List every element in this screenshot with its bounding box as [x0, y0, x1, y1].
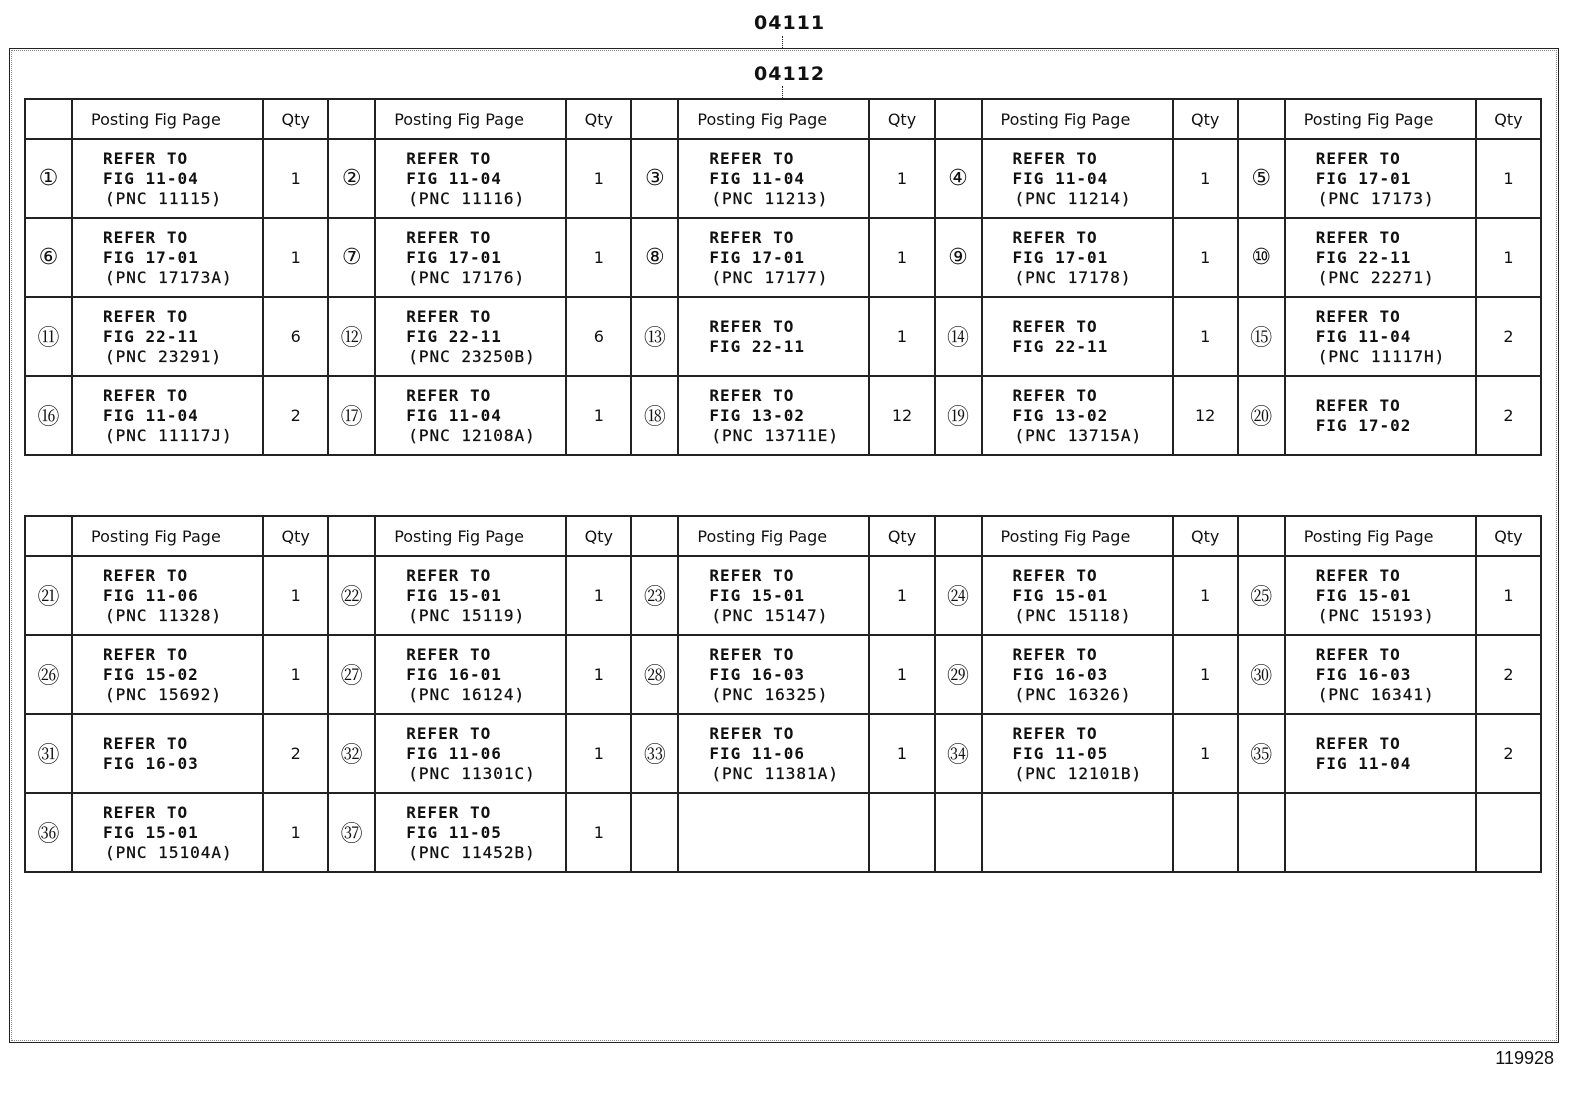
qty-value: 2: [1476, 635, 1541, 714]
pnc-text: (PNC 23291): [105, 346, 222, 366]
reference-cell: [678, 793, 869, 872]
table-row: [25, 714, 1541, 793]
refer-to-text: REFER TO: [1315, 565, 1401, 585]
pnc-text: (PNC 11452B): [408, 842, 536, 862]
fig-page-text: FIG 17-01: [1012, 247, 1109, 267]
refer-to-text: REFER TO: [1315, 306, 1401, 326]
reference-cell: [72, 714, 263, 793]
refer-to-text: REFER TO: [406, 306, 492, 326]
reference-cell: [375, 376, 566, 455]
header-blank-cell: [935, 516, 982, 556]
assembly-code-inner: 04112: [754, 63, 826, 85]
reference-cell: [982, 218, 1173, 297]
fig-page-text: FIG 17-02: [1315, 415, 1412, 435]
header-blank-cell: [328, 516, 375, 556]
fig-page-text: FIG 11-04: [103, 168, 199, 188]
callout-number: ⑪: [25, 297, 72, 376]
callout-number: ㉗: [328, 635, 375, 714]
callout-number: ⑥: [25, 218, 72, 297]
qty-value: 1: [869, 297, 934, 376]
qty-value: 1: [1476, 556, 1541, 635]
callout-number: ㉔: [935, 556, 982, 635]
header-posting-fig-page: Posting Fig Page: [678, 516, 869, 556]
reference-table-upper: [24, 98, 1542, 456]
pnc-text: (PNC 15119): [408, 605, 526, 625]
pnc-text: (PNC 13711E): [711, 425, 839, 445]
refer-to-text: REFER TO: [406, 644, 492, 664]
qty-value: 1: [869, 139, 934, 218]
reference-cell: [1285, 714, 1476, 793]
qty-value: [1173, 793, 1238, 872]
callout-number: ㉞: [935, 714, 982, 793]
qty-value: [869, 793, 934, 872]
callout-number: ⑱: [631, 376, 678, 455]
reference-cell: [375, 297, 566, 376]
refer-to-text: REFER TO: [103, 644, 189, 664]
fig-page-text: FIG 17-01: [1315, 168, 1412, 188]
callout-number: ㉚: [1238, 635, 1285, 714]
fig-page-text: FIG 22-11: [1012, 336, 1109, 356]
refer-to-text: REFER TO: [406, 385, 492, 405]
reference-cell: [1285, 793, 1476, 872]
fig-page-text: FIG 11-04: [709, 168, 806, 188]
callout-number: ④: [935, 139, 982, 218]
reference-cell: [72, 297, 263, 376]
header-posting-fig-page: Posting Fig Page: [72, 99, 263, 139]
reference-cell: [982, 556, 1173, 635]
refer-to-text: REFER TO: [709, 565, 795, 585]
reference-cell: [678, 635, 869, 714]
qty-value: 12: [869, 376, 934, 455]
header-blank-cell: [25, 99, 72, 139]
refer-to-text: REFER TO: [709, 385, 795, 405]
fig-page-text: FIG 15-01: [1315, 585, 1412, 605]
qty-value: 1: [1173, 556, 1238, 635]
refer-to-text: REFER TO: [103, 227, 189, 247]
fig-page-text: FIG 11-05: [406, 822, 502, 842]
qty-value: 1: [1476, 218, 1541, 297]
qty-value: 1: [1173, 218, 1238, 297]
header-blank-cell: [1238, 516, 1285, 556]
fig-page-text: FIG 11-06: [406, 743, 502, 763]
header-posting-fig-page: Posting Fig Page: [1285, 99, 1476, 139]
fig-page-text: FIG 11-04: [1012, 168, 1109, 188]
fig-page-text: FIG 17-01: [406, 247, 502, 267]
pnc-text: (PNC 11301C): [408, 763, 536, 783]
header-blank-cell: [631, 516, 678, 556]
header-posting-fig-page: Posting Fig Page: [375, 516, 566, 556]
refer-to-text: REFER TO: [1012, 723, 1098, 743]
reference-cell: [375, 139, 566, 218]
header-qty: Qty: [1173, 516, 1238, 556]
pnc-text: (PNC 11117J): [105, 425, 233, 445]
pnc-text: (PNC 17173A): [105, 267, 233, 287]
refer-to-text: REFER TO: [1315, 227, 1401, 247]
refer-to-text: REFER TO: [103, 802, 189, 822]
reference-cell: [982, 793, 1173, 872]
qty-value: 2: [1476, 297, 1541, 376]
qty-value: 1: [263, 139, 328, 218]
qty-value: 6: [566, 297, 631, 376]
fig-page-text: FIG 22-11: [406, 326, 502, 346]
qty-value: 1: [263, 556, 328, 635]
pnc-text: (PNC 16325): [711, 684, 829, 704]
reference-cell: [982, 297, 1173, 376]
refer-to-text: REFER TO: [1012, 644, 1098, 664]
pnc-text: (PNC 12101B): [1014, 763, 1143, 783]
refer-to-text: REFER TO: [1315, 148, 1401, 168]
refer-to-text: REFER TO: [1012, 227, 1098, 247]
callout-number: ⑲: [935, 376, 982, 455]
fig-page-text: FIG 11-04: [1315, 326, 1412, 346]
assembly-code-outer: 04111: [754, 12, 826, 34]
callout-number: ①: [25, 139, 72, 218]
qty-value: 1: [263, 635, 328, 714]
header-blank-cell: [25, 516, 72, 556]
qty-value: 2: [1476, 714, 1541, 793]
header-blank-cell: [328, 99, 375, 139]
qty-value: 12: [1173, 376, 1238, 455]
fig-page-text: FIG 11-04: [1315, 753, 1412, 773]
pnc-text: (PNC 15118): [1014, 605, 1132, 625]
reference-cell: [72, 635, 263, 714]
table-row: [25, 793, 1541, 872]
refer-to-text: REFER TO: [709, 644, 795, 664]
fig-page-text: FIG 11-05: [1012, 743, 1109, 763]
fig-page-text: FIG 22-11: [103, 326, 199, 346]
callout-number: ㉛: [25, 714, 72, 793]
header-blank-cell: [935, 99, 982, 139]
fig-page-text: FIG 16-03: [1012, 664, 1109, 684]
reference-cell: [1285, 139, 1476, 218]
callout-number: ㉖: [25, 635, 72, 714]
reference-cell: [678, 714, 869, 793]
reference-cell: [982, 376, 1173, 455]
header-posting-fig-page: Posting Fig Page: [1285, 516, 1476, 556]
refer-to-text: REFER TO: [709, 316, 795, 336]
leader-line-outer: [782, 36, 783, 48]
refer-to-text: REFER TO: [709, 227, 795, 247]
header-qty: Qty: [1476, 99, 1541, 139]
qty-value: 1: [1476, 139, 1541, 218]
pnc-text: (PNC 16124): [408, 684, 526, 704]
refer-to-text: REFER TO: [709, 723, 795, 743]
table-row: [25, 635, 1541, 714]
reference-cell: [72, 556, 263, 635]
refer-to-text: REFER TO: [406, 148, 492, 168]
fig-page-text: FIG 16-03: [709, 664, 806, 684]
reference-cell: [72, 793, 263, 872]
fig-page-text: FIG 15-01: [406, 585, 502, 605]
reference-cell: [72, 139, 263, 218]
pnc-text: (PNC 23250B): [408, 346, 536, 366]
qty-value: 1: [566, 556, 631, 635]
callout-number: ③: [631, 139, 678, 218]
header-posting-fig-page: Posting Fig Page: [375, 99, 566, 139]
refer-to-text: REFER TO: [103, 306, 189, 326]
callout-number: ⑯: [25, 376, 72, 455]
pnc-text: (PNC 11116): [408, 188, 526, 208]
callout-number: ㉟: [1238, 714, 1285, 793]
table-row: [25, 376, 1541, 455]
fig-page-text: FIG 16-03: [103, 753, 199, 773]
refer-to-text: REFER TO: [406, 723, 492, 743]
header-row: [25, 516, 1541, 556]
fig-page-text: FIG 17-01: [103, 247, 199, 267]
reference-cell: [72, 218, 263, 297]
callout-number: ⑦: [328, 218, 375, 297]
header-posting-fig-page: Posting Fig Page: [982, 516, 1173, 556]
qty-value: 2: [263, 714, 328, 793]
reference-cell: [1285, 297, 1476, 376]
qty-value: 1: [869, 218, 934, 297]
reference-cell: [678, 218, 869, 297]
pnc-text: (PNC 11115): [105, 188, 222, 208]
fig-page-text: FIG 15-01: [103, 822, 199, 842]
fig-page-text: FIG 11-04: [406, 168, 502, 188]
reference-cell: [375, 714, 566, 793]
header-qty: Qty: [869, 516, 934, 556]
fig-page-text: FIG 22-11: [1315, 247, 1412, 267]
header-qty: Qty: [263, 99, 328, 139]
fig-page-text: FIG 11-04: [406, 405, 502, 425]
table-row: [25, 218, 1541, 297]
table-row: [25, 297, 1541, 376]
refer-to-text: REFER TO: [103, 385, 189, 405]
callout-number: ⑤: [1238, 139, 1285, 218]
callout-number: ⑰: [328, 376, 375, 455]
callout-number: ㉙: [935, 635, 982, 714]
fig-page-text: FIG 15-01: [709, 585, 806, 605]
callout-number: ⑮: [1238, 297, 1285, 376]
pnc-text: (PNC 15692): [105, 684, 222, 704]
pnc-text: (PNC 15193): [1317, 605, 1435, 625]
header-qty: Qty: [869, 99, 934, 139]
reference-cell: [375, 218, 566, 297]
header-blank-cell: [1238, 99, 1285, 139]
callout-number: ⑳: [1238, 376, 1285, 455]
callout-number: ㉒: [328, 556, 375, 635]
header-posting-fig-page: Posting Fig Page: [72, 516, 263, 556]
callout-number: [1238, 793, 1285, 872]
callout-number: [631, 793, 678, 872]
qty-value: 2: [1476, 376, 1541, 455]
callout-number: ㉘: [631, 635, 678, 714]
refer-to-text: REFER TO: [406, 802, 492, 822]
qty-value: [1476, 793, 1541, 872]
pnc-text: (PNC 17177): [711, 267, 829, 287]
callout-number: ⑬: [631, 297, 678, 376]
pnc-text: (PNC 11328): [105, 605, 222, 625]
callout-number: ㉓: [631, 556, 678, 635]
refer-to-text: REFER TO: [103, 148, 189, 168]
refer-to-text: REFER TO: [1012, 565, 1098, 585]
qty-value: 1: [869, 556, 934, 635]
qty-value: 1: [1173, 714, 1238, 793]
qty-value: 1: [566, 714, 631, 793]
fig-page-text: FIG 22-11: [709, 336, 806, 356]
pnc-text: (PNC 17173): [1317, 188, 1435, 208]
reference-cell: [982, 635, 1173, 714]
reference-cell: [982, 139, 1173, 218]
pnc-text: (PNC 12108A): [408, 425, 536, 445]
reference-cell: [678, 556, 869, 635]
reference-cell: [678, 297, 869, 376]
leader-line-inner: [782, 86, 783, 98]
pnc-text: (PNC 11381A): [711, 763, 839, 783]
qty-value: 1: [869, 635, 934, 714]
header-qty: Qty: [263, 516, 328, 556]
qty-value: 1: [566, 793, 631, 872]
fig-page-text: FIG 11-04: [103, 405, 199, 425]
qty-value: 1: [1173, 139, 1238, 218]
fig-page-text: FIG 11-06: [103, 585, 199, 605]
fig-page-text: FIG 13-02: [1012, 405, 1109, 425]
fig-page-text: FIG 16-01: [406, 664, 502, 684]
pnc-text: (PNC 11214): [1014, 188, 1132, 208]
reference-cell: [678, 376, 869, 455]
header-row: [25, 99, 1541, 139]
qty-value: 1: [566, 218, 631, 297]
callout-number: ⑧: [631, 218, 678, 297]
qty-value: 1: [566, 376, 631, 455]
callout-number: ㉑: [25, 556, 72, 635]
table-row: [25, 139, 1541, 218]
header-blank-cell: [631, 99, 678, 139]
pnc-text: (PNC 15104A): [105, 842, 233, 862]
reference-cell: [1285, 635, 1476, 714]
callout-number: ㉕: [1238, 556, 1285, 635]
header-qty: Qty: [566, 516, 631, 556]
header-qty: Qty: [1476, 516, 1541, 556]
refer-to-text: REFER TO: [406, 227, 492, 247]
refer-to-text: REFER TO: [1012, 316, 1098, 336]
callout-number: ㊱: [25, 793, 72, 872]
fig-page-text: FIG 15-02: [103, 664, 199, 684]
pnc-text: (PNC 11213): [711, 188, 829, 208]
callout-number: ⑨: [935, 218, 982, 297]
refer-to-text: REFER TO: [1315, 733, 1401, 753]
reference-cell: [72, 376, 263, 455]
refer-to-text: REFER TO: [406, 565, 492, 585]
pnc-text: (PNC 15147): [711, 605, 829, 625]
callout-number: ㉜: [328, 714, 375, 793]
reference-cell: [375, 793, 566, 872]
header-qty: Qty: [1173, 99, 1238, 139]
reference-cell: [375, 635, 566, 714]
header-posting-fig-page: Posting Fig Page: [982, 99, 1173, 139]
reference-cell: [1285, 376, 1476, 455]
table-row: [25, 556, 1541, 635]
pnc-text: (PNC 13715A): [1014, 425, 1143, 445]
refer-to-text: REFER TO: [709, 148, 795, 168]
qty-value: 1: [566, 139, 631, 218]
refer-to-text: REFER TO: [103, 733, 189, 753]
refer-to-text: REFER TO: [1012, 385, 1098, 405]
callout-number: ②: [328, 139, 375, 218]
refer-to-text: REFER TO: [1315, 395, 1401, 415]
qty-value: 1: [263, 793, 328, 872]
refer-to-text: REFER TO: [103, 565, 189, 585]
fig-page-text: FIG 16-03: [1315, 664, 1412, 684]
callout-number: [935, 793, 982, 872]
fig-page-text: FIG 15-01: [1012, 585, 1109, 605]
header-posting-fig-page: Posting Fig Page: [678, 99, 869, 139]
figure-number: 119928: [1495, 1048, 1554, 1068]
callout-number: ⑩: [1238, 218, 1285, 297]
qty-value: 2: [263, 376, 328, 455]
callout-number: ㉝: [631, 714, 678, 793]
pnc-text: (PNC 16341): [1317, 684, 1435, 704]
reference-cell: [1285, 556, 1476, 635]
pnc-text: (PNC 16326): [1014, 684, 1132, 704]
fig-page-text: FIG 17-01: [709, 247, 806, 267]
fig-page-text: FIG 13-02: [709, 405, 806, 425]
qty-value: 1: [263, 218, 328, 297]
qty-value: 1: [566, 635, 631, 714]
pnc-text: (PNC 22271): [1317, 267, 1435, 287]
callout-number: ㊲: [328, 793, 375, 872]
pnc-text: (PNC 17178): [1014, 267, 1132, 287]
qty-value: 1: [1173, 635, 1238, 714]
qty-value: 6: [263, 297, 328, 376]
reference-cell: [982, 714, 1173, 793]
qty-value: 1: [869, 714, 934, 793]
header-qty: Qty: [566, 99, 631, 139]
callout-number: ⑫: [328, 297, 375, 376]
reference-table-lower: [24, 515, 1542, 873]
reference-cell: [678, 139, 869, 218]
callout-number: ⑭: [935, 297, 982, 376]
pnc-text: (PNC 17176): [408, 267, 526, 287]
reference-cell: [1285, 218, 1476, 297]
qty-value: 1: [1173, 297, 1238, 376]
refer-to-text: REFER TO: [1315, 644, 1401, 664]
pnc-text: (PNC 11117H): [1317, 346, 1446, 366]
reference-cell: [375, 556, 566, 635]
refer-to-text: REFER TO: [1012, 148, 1098, 168]
fig-page-text: FIG 11-06: [709, 743, 806, 763]
